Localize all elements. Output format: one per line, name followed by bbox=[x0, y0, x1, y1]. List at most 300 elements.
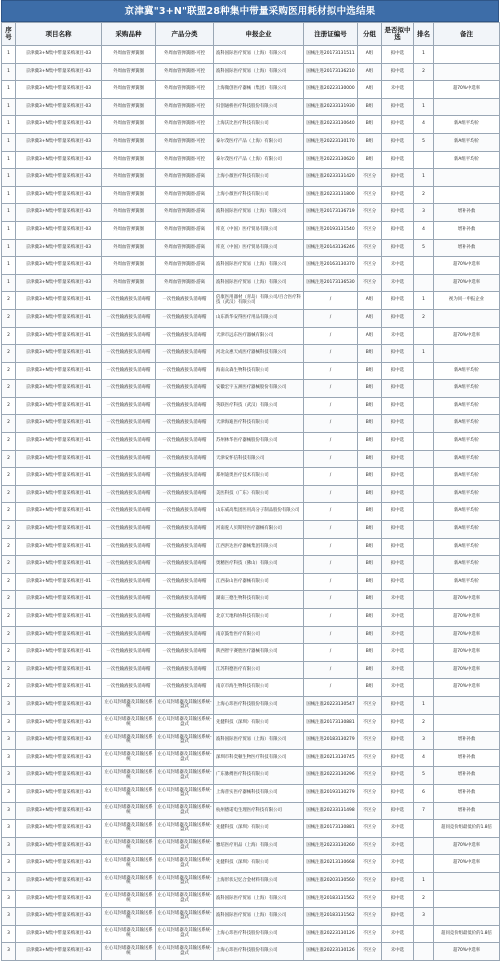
cell-remark: 超同竞价组最低价的1.8倍 bbox=[434, 925, 500, 943]
cell-project: 京津冀3+N集中带量采购项目-03 bbox=[16, 81, 102, 99]
cell-rank bbox=[414, 433, 434, 451]
cell-selected: 拟中选 bbox=[382, 362, 414, 380]
cell-company: 深圳市科奕顿生物医疗科技有限公司 bbox=[214, 749, 304, 767]
cell-registration: 国械注准20223130547 bbox=[304, 696, 358, 714]
cell-registration: 国械注进20173136210 bbox=[304, 63, 358, 81]
cell-remark: 新A组平均价 bbox=[434, 485, 500, 503]
cell-remark bbox=[434, 890, 500, 908]
cell-rank: 4 bbox=[414, 749, 434, 767]
cell-group: B组 bbox=[358, 133, 382, 151]
cell-rank bbox=[414, 450, 434, 468]
cell-rank bbox=[414, 644, 434, 662]
col-header-company: 申报企业 bbox=[214, 23, 304, 46]
cell-variety: 一次性输液接头消毒帽 bbox=[102, 503, 156, 521]
cell-rank bbox=[414, 380, 434, 398]
cell-selected: 未中选 bbox=[382, 626, 414, 644]
cell-group: B组 bbox=[358, 644, 382, 662]
table-row bbox=[2, 98, 500, 116]
cell-rank bbox=[414, 538, 434, 556]
cell-group: B组 bbox=[358, 661, 382, 679]
cell-project: 京津冀3+N集中带量采购项目-01 bbox=[16, 626, 102, 644]
cell-registration: 国械注准20223130296 bbox=[304, 767, 358, 785]
cell-remark: 新A组平均价 bbox=[434, 397, 500, 415]
cell-category: 一次性输液接头消毒帽 bbox=[156, 679, 214, 697]
cell-rank bbox=[414, 837, 434, 855]
cell-remark: 超同竞价组最低价的1.8倍 bbox=[434, 820, 500, 838]
cell-selected: 拟中选 bbox=[382, 116, 414, 134]
cell-index: 1 bbox=[2, 274, 16, 292]
cell-index: 3 bbox=[2, 732, 16, 750]
table-row bbox=[2, 732, 500, 750]
cell-category: 一次性输液接头消毒帽 bbox=[156, 327, 214, 345]
cell-rank bbox=[414, 521, 434, 539]
cell-category: 左心耳封堵器及其输送系统-盘式 bbox=[156, 943, 214, 961]
cell-selected: 拟中选 bbox=[382, 714, 414, 732]
cell-index: 2 bbox=[2, 521, 16, 539]
cell-selected: 未中选 bbox=[382, 274, 414, 292]
cell-index: 1 bbox=[2, 63, 16, 81]
cell-remark bbox=[434, 169, 500, 187]
cell-group: 不区分 bbox=[358, 925, 382, 943]
cell-index: 2 bbox=[2, 345, 16, 363]
cell-selected: 拟中选 bbox=[382, 221, 414, 239]
cell-remark: 新A组平均价 bbox=[434, 380, 500, 398]
cell-index: 2 bbox=[2, 450, 16, 468]
cell-category: 一次性输液接头消毒帽 bbox=[156, 661, 214, 679]
cell-selected: 拟中选 bbox=[382, 696, 414, 714]
table-row bbox=[2, 169, 500, 187]
cell-rank: 3 bbox=[414, 204, 434, 222]
cell-group: B组 bbox=[358, 591, 382, 609]
cell-registration: / bbox=[304, 591, 358, 609]
cell-project: 京津冀3+N集中带量采购项目-03 bbox=[16, 749, 102, 767]
cell-variety: 左心耳封堵器及其输送系统 bbox=[102, 943, 156, 961]
cell-variety: 左心耳封堵器及其输送系统 bbox=[102, 908, 156, 926]
cell-selected: 未中选 bbox=[382, 820, 414, 838]
cell-selected: 拟中选 bbox=[382, 538, 414, 556]
cell-variety: 外周血管弹簧圈 bbox=[102, 204, 156, 222]
cell-company: 上海小薇医疗科技有限公司 bbox=[214, 169, 304, 187]
cell-category: 一次性输液接头消毒帽 bbox=[156, 591, 214, 609]
cell-registration: 国械注准20213130668 bbox=[304, 855, 358, 873]
cell-variety: 左心耳封堵器及其输送系统 bbox=[102, 890, 156, 908]
cell-variety: 一次性输液接头消毒帽 bbox=[102, 433, 156, 451]
cell-group: A组 bbox=[358, 309, 382, 327]
cell-registration: / bbox=[304, 327, 358, 345]
cell-index: 3 bbox=[2, 925, 16, 943]
cell-registration: / bbox=[304, 380, 358, 398]
cell-variety: 一次性输液接头消毒帽 bbox=[102, 626, 156, 644]
cell-company: 湖南三德生物科技有限公司 bbox=[214, 591, 304, 609]
cell-selected: 拟中选 bbox=[382, 380, 414, 398]
cell-group: 不区分 bbox=[358, 257, 382, 275]
cell-selected: 拟中选 bbox=[382, 573, 414, 591]
cell-variety: 外周血管弹簧圈 bbox=[102, 81, 156, 99]
cell-remark: 增补补救 bbox=[434, 732, 500, 750]
cell-company: 南京鼓怡医疗有限公司 bbox=[214, 626, 304, 644]
cell-registration: 国械注准20233131498 bbox=[304, 802, 358, 820]
cell-category: 左心耳封堵器及其输送系统-盘式 bbox=[156, 872, 214, 890]
cell-category: 左心耳封堵器及其输送系统-盘式 bbox=[156, 820, 214, 838]
cell-category: 外周血管弹簧圈-游离 bbox=[156, 186, 214, 204]
cell-company: 广东脉搏医疗科技有限公司 bbox=[214, 767, 304, 785]
cell-rank bbox=[414, 591, 434, 609]
cell-project: 京津冀3+N集中带量采购项目-03 bbox=[16, 169, 102, 187]
cell-category: 外周血管弹簧圈-可控 bbox=[156, 98, 214, 116]
cell-index: 3 bbox=[2, 802, 16, 820]
cell-variety: 一次性输液接头消毒帽 bbox=[102, 538, 156, 556]
cell-remark: 超70%中选率 bbox=[434, 274, 500, 292]
cell-category: 一次性输液接头消毒帽 bbox=[156, 397, 214, 415]
cell-index: 1 bbox=[2, 257, 16, 275]
cell-variety: 一次性输液接头消毒帽 bbox=[102, 609, 156, 627]
cell-registration: / bbox=[304, 433, 358, 451]
cell-category: 一次性输液接头消毒帽 bbox=[156, 573, 214, 591]
table-row bbox=[2, 626, 500, 644]
cell-registration: / bbox=[304, 626, 358, 644]
cell-category: 左心耳封堵器及其输送系统-盘式 bbox=[156, 784, 214, 802]
cell-selected: 拟中选 bbox=[382, 908, 414, 926]
cell-registration: 国械注准20213130745 bbox=[304, 749, 358, 767]
cell-company: 波科国际医疗贸易（上海）有限公司 bbox=[214, 46, 304, 64]
cell-selected: 未中选 bbox=[382, 257, 414, 275]
cell-group: A组 bbox=[358, 63, 382, 81]
cell-group: 不区分 bbox=[358, 274, 382, 292]
cell-variety: 一次性输液接头消毒帽 bbox=[102, 415, 156, 433]
cell-remark: 增补补救 bbox=[434, 204, 500, 222]
cell-registration: / bbox=[304, 292, 358, 310]
table-row bbox=[2, 679, 500, 697]
cell-company: 上海心玮医疗科技股份有限公司 bbox=[214, 696, 304, 714]
cell-project: 京津冀3+N集中带量采购项目-03 bbox=[16, 46, 102, 64]
cell-remark bbox=[434, 908, 500, 926]
cell-rank bbox=[414, 485, 434, 503]
cell-company: 天津海迪医疗科技有限公司 bbox=[214, 415, 304, 433]
cell-variety: 一次性输液接头消毒帽 bbox=[102, 591, 156, 609]
cell-project: 京津冀3+N集中带量采购项目-01 bbox=[16, 644, 102, 662]
cell-company: 英联医疗科技（武汉）有限公司 bbox=[214, 397, 304, 415]
cell-index: 1 bbox=[2, 133, 16, 151]
cell-category: 一次性输液接头消毒帽 bbox=[156, 380, 214, 398]
cell-registration: / bbox=[304, 609, 358, 627]
cell-registration: 国械注准20173130881 bbox=[304, 714, 358, 732]
cell-index: 1 bbox=[2, 98, 16, 116]
cell-rank bbox=[414, 327, 434, 345]
cell-variety: 左心耳封堵器及其输送系统 bbox=[102, 872, 156, 890]
cell-project: 京津冀3+N集中带量采购项目-03 bbox=[16, 116, 102, 134]
col-header-category: 产品分类 bbox=[156, 23, 214, 46]
cell-group: B组 bbox=[358, 415, 382, 433]
cell-remark: 新A组平均价 bbox=[434, 538, 500, 556]
cell-registration: / bbox=[304, 556, 358, 574]
cell-group: 不区分 bbox=[358, 221, 382, 239]
cell-variety: 一次性输液接头消毒帽 bbox=[102, 521, 156, 539]
cell-remark bbox=[434, 714, 500, 732]
cell-index: 1 bbox=[2, 81, 16, 99]
cell-remark: 新A组平均价 bbox=[434, 556, 500, 574]
cell-rank: 4 bbox=[414, 116, 434, 134]
cell-selected: 拟中选 bbox=[382, 186, 414, 204]
cell-group: B组 bbox=[358, 679, 382, 697]
cell-remark: 新A组平均价 bbox=[434, 521, 500, 539]
cell-rank bbox=[414, 257, 434, 275]
cell-variety: 一次性输液接头消毒帽 bbox=[102, 397, 156, 415]
col-header-selected: 是否拟中选 bbox=[382, 23, 414, 46]
cell-index: 2 bbox=[2, 538, 16, 556]
cell-group: 不区分 bbox=[358, 714, 382, 732]
cell-registration: 国械注准20233131800 bbox=[304, 186, 358, 204]
cell-group: 不区分 bbox=[358, 820, 382, 838]
cell-selected: 未中选 bbox=[382, 591, 414, 609]
cell-index: 3 bbox=[2, 820, 16, 838]
table-row bbox=[2, 362, 500, 380]
cell-selected: 拟中选 bbox=[382, 556, 414, 574]
table-row bbox=[2, 116, 500, 134]
cell-category: 左心耳封堵器及其输送系统-盘式 bbox=[156, 890, 214, 908]
cell-rank: 2 bbox=[414, 186, 434, 204]
cell-rank bbox=[414, 274, 434, 292]
cell-index: 2 bbox=[2, 380, 16, 398]
cell-remark: 新A组平均价 bbox=[434, 573, 500, 591]
cell-project: 京津冀3+N集中带量采购项目-03 bbox=[16, 925, 102, 943]
cell-registration: 国械注准20233131930 bbox=[304, 98, 358, 116]
cell-category: 左心耳封堵器及其输送系统-盘式 bbox=[156, 855, 214, 873]
cell-variety: 左心耳封堵器及其输送系统 bbox=[102, 784, 156, 802]
cell-company: 库克（中国）医疗贸易有限公司 bbox=[214, 221, 304, 239]
cell-category: 一次性输液接头消毒帽 bbox=[156, 644, 214, 662]
cell-selected: 拟中选 bbox=[382, 450, 414, 468]
cell-index: 2 bbox=[2, 556, 16, 574]
cell-rank bbox=[414, 468, 434, 486]
cell-variety: 一次性输液接头消毒帽 bbox=[102, 468, 156, 486]
cell-group: B组 bbox=[358, 626, 382, 644]
cell-rank: 1 bbox=[414, 98, 434, 116]
cell-rank: 2 bbox=[414, 309, 434, 327]
cell-registration: / bbox=[304, 309, 358, 327]
cell-group: 不区分 bbox=[358, 837, 382, 855]
cell-remark bbox=[434, 186, 500, 204]
cell-variety: 左心耳封堵器及其输送系统 bbox=[102, 714, 156, 732]
cell-selected: 未中选 bbox=[382, 679, 414, 697]
table-row bbox=[2, 784, 500, 802]
cell-variety: 一次性输液接头消毒帽 bbox=[102, 485, 156, 503]
cell-group: 不区分 bbox=[358, 749, 382, 767]
cell-registration: 国械注准20203130560 bbox=[304, 872, 358, 890]
cell-variety: 左心耳封堵器及其输送系统 bbox=[102, 925, 156, 943]
cell-category: 左心耳封堵器及其输送系统-盘式 bbox=[156, 696, 214, 714]
cell-remark: 增补补救 bbox=[434, 767, 500, 785]
cell-company: 天津市远东医疗器械有限公司 bbox=[214, 327, 304, 345]
cell-rank: 3 bbox=[414, 908, 434, 926]
cell-group: 不区分 bbox=[358, 872, 382, 890]
cell-remark: 超70%中选率 bbox=[434, 327, 500, 345]
col-header-variety: 采购品种 bbox=[102, 23, 156, 46]
cell-rank bbox=[414, 556, 434, 574]
cell-project: 京津冀3+N集中带量采购项目-03 bbox=[16, 239, 102, 257]
cell-variety: 外周血管弹簧圈 bbox=[102, 63, 156, 81]
table-header-row bbox=[2, 23, 500, 46]
table-row bbox=[2, 925, 500, 943]
cell-rank: 1 bbox=[414, 696, 434, 714]
cell-category: 一次性输液接头消毒帽 bbox=[156, 521, 214, 539]
cell-selected: 拟中选 bbox=[382, 433, 414, 451]
cell-variety: 左心耳封堵器及其输送系统 bbox=[102, 767, 156, 785]
results-sheet bbox=[1, 0, 499, 961]
cell-project: 京津冀3+N集中带量采购项目-01 bbox=[16, 292, 102, 310]
cell-company: 江苏科德医疗有限公司 bbox=[214, 661, 304, 679]
cell-selected: 拟中选 bbox=[382, 46, 414, 64]
cell-rank: 2 bbox=[414, 63, 434, 81]
cell-project: 京津冀3+N集中带量采购项目-01 bbox=[16, 485, 102, 503]
table-row bbox=[2, 133, 500, 151]
cell-index: 3 bbox=[2, 714, 16, 732]
cell-remark: 增补补救 bbox=[434, 749, 500, 767]
cell-selected: 拟中选 bbox=[382, 485, 414, 503]
cell-registration: 国械注进20143136246 bbox=[304, 239, 358, 257]
table-row bbox=[2, 661, 500, 679]
cell-project: 京津冀3+N集中带量采购项目-01 bbox=[16, 503, 102, 521]
cell-group: B组 bbox=[358, 468, 382, 486]
table-row bbox=[2, 485, 500, 503]
cell-variety: 左心耳封堵器及其输送系统 bbox=[102, 855, 156, 873]
cell-group: B组 bbox=[358, 573, 382, 591]
cell-variety: 外周血管弹簧圈 bbox=[102, 116, 156, 134]
cell-group: B组 bbox=[358, 345, 382, 363]
cell-registration: 国械注进20183131562 bbox=[304, 908, 358, 926]
cell-project: 京津冀3+N集中带量采购项目-01 bbox=[16, 609, 102, 627]
cell-category: 一次性输液接头消毒帽 bbox=[156, 345, 214, 363]
cell-project: 京津冀3+N集中带量采购项目-03 bbox=[16, 186, 102, 204]
cell-group: B组 bbox=[358, 503, 382, 521]
table-row bbox=[2, 644, 500, 662]
cell-company: 上海沃比医疗科技有限公司 bbox=[214, 116, 304, 134]
cell-rank: 6 bbox=[414, 784, 434, 802]
table-row bbox=[2, 204, 500, 222]
cell-selected: 拟中选 bbox=[382, 749, 414, 767]
cell-company: 先健科技（深圳）有限公司 bbox=[214, 714, 304, 732]
table-row bbox=[2, 855, 500, 873]
cell-selected: 拟中选 bbox=[382, 204, 414, 222]
cell-registration: / bbox=[304, 450, 358, 468]
cell-selected: 拟中选 bbox=[382, 521, 414, 539]
table-row bbox=[2, 837, 500, 855]
cell-rank: 3 bbox=[414, 732, 434, 750]
cell-selected: 拟中选 bbox=[382, 98, 414, 116]
cell-project: 京津冀3+N集中带量采购项目-01 bbox=[16, 661, 102, 679]
cell-project: 京津冀3+N集中带量采购项目-03 bbox=[16, 714, 102, 732]
cell-remark: 超70%中选率 bbox=[434, 609, 500, 627]
cell-registration: 国械注进20173136530 bbox=[304, 274, 358, 292]
cell-company: 海南众森生物科技有限公司 bbox=[214, 362, 304, 380]
cell-selected: 拟中选 bbox=[382, 503, 414, 521]
cell-remark: 超70%中选率 bbox=[434, 679, 500, 697]
cell-category: 一次性输液接头消毒帽 bbox=[156, 362, 214, 380]
table-row bbox=[2, 908, 500, 926]
page-title: 京津冀"3+N"联盟28种集中带量采购医用耗材拟中选结果 bbox=[1, 0, 499, 22]
col-header-rank: 排名 bbox=[414, 23, 434, 46]
cell-company: 山东新华安得医疗用品有限公司 bbox=[214, 309, 304, 327]
cell-registration: / bbox=[304, 521, 358, 539]
cell-selected: 拟中选 bbox=[382, 169, 414, 187]
cell-company: 波科国际医疗贸易（上海）有限公司 bbox=[214, 890, 304, 908]
cell-project: 京津冀3+N集中带量采购项目-03 bbox=[16, 732, 102, 750]
cell-registration: 国械注准20233130640 bbox=[304, 116, 358, 134]
table-row bbox=[2, 274, 500, 292]
cell-remark: 新A组平均价 bbox=[434, 433, 500, 451]
cell-variety: 外周血管弹簧圈 bbox=[102, 46, 156, 64]
cell-category: 一次性输液接头消毒帽 bbox=[156, 626, 214, 644]
cell-registration: / bbox=[304, 503, 358, 521]
cell-category: 外周血管弹簧圈-可控 bbox=[156, 81, 214, 99]
cell-company: 奥精医疗科技（佛山）有限公司 bbox=[214, 556, 304, 574]
cell-variety: 一次性输液接头消毒帽 bbox=[102, 644, 156, 662]
cell-project: 京津冀3+N集中带量采购项目-01 bbox=[16, 415, 102, 433]
cell-index: 3 bbox=[2, 908, 16, 926]
cell-category: 一次性输液接头消毒帽 bbox=[156, 433, 214, 451]
cell-group: B组 bbox=[358, 116, 382, 134]
table-row bbox=[2, 292, 500, 310]
cell-remark: 新A组平均价 bbox=[434, 116, 500, 134]
cell-remark: 超70%中选率 bbox=[434, 943, 500, 961]
cell-rank bbox=[414, 679, 434, 697]
table-row bbox=[2, 186, 500, 204]
cell-index: 2 bbox=[2, 485, 16, 503]
cell-rank: 5 bbox=[414, 133, 434, 151]
cell-index: 2 bbox=[2, 609, 16, 627]
table-row bbox=[2, 327, 500, 345]
cell-selected: 拟中选 bbox=[382, 802, 414, 820]
cell-remark: 超70%中选率 bbox=[434, 257, 500, 275]
cell-registration: 国械注进20183131562 bbox=[304, 890, 358, 908]
cell-selected: 拟中选 bbox=[382, 133, 414, 151]
cell-selected: 未中选 bbox=[382, 327, 414, 345]
cell-category: 外周血管弹簧圈-游离 bbox=[156, 257, 214, 275]
cell-registration: / bbox=[304, 661, 358, 679]
cell-company: 杭州德诺电生理医疗科技有限公司 bbox=[214, 802, 304, 820]
cell-variety: 外周血管弹簧圈 bbox=[102, 257, 156, 275]
cell-group: B组 bbox=[358, 450, 382, 468]
cell-group: B组 bbox=[358, 433, 382, 451]
cell-variety: 左心耳封堵器及其输送系统 bbox=[102, 802, 156, 820]
cell-index: 2 bbox=[2, 661, 16, 679]
cell-category: 外周血管弹簧圈-可控 bbox=[156, 63, 214, 81]
table-row bbox=[2, 450, 500, 468]
cell-project: 京津冀3+N集中带量采购项目-03 bbox=[16, 274, 102, 292]
cell-category: 外周血管弹簧圈-可控 bbox=[156, 116, 214, 134]
table-row bbox=[2, 556, 500, 574]
col-header-registration: 注册证编号 bbox=[304, 23, 358, 46]
cell-remark: 超70%中选率 bbox=[434, 644, 500, 662]
cell-variety: 左心耳封堵器及其输送系统 bbox=[102, 749, 156, 767]
cell-company: 雅培医疗用品（上海）有限公司 bbox=[214, 837, 304, 855]
cell-registration: 国械注进20193131540 bbox=[304, 221, 358, 239]
cell-project: 京津冀3+N集中带量采购项目-03 bbox=[16, 767, 102, 785]
cell-registration: / bbox=[304, 538, 358, 556]
table-row bbox=[2, 802, 500, 820]
cell-group: 不区分 bbox=[358, 239, 382, 257]
cell-registration: 国械注进20173131511 bbox=[304, 46, 358, 64]
table-row bbox=[2, 521, 500, 539]
cell-group: 不区分 bbox=[358, 890, 382, 908]
cell-category: 一次性输液接头消毒帽 bbox=[156, 309, 214, 327]
cell-company: 山东威高集团医用高分子制品股份有限公司 bbox=[214, 503, 304, 521]
cell-category: 左心耳封堵器及其输送系统-盘式 bbox=[156, 802, 214, 820]
results-table bbox=[1, 22, 500, 961]
table-row bbox=[2, 749, 500, 767]
cell-remark: 超70%中选率 bbox=[434, 591, 500, 609]
cell-index: 3 bbox=[2, 837, 16, 855]
cell-index: 1 bbox=[2, 204, 16, 222]
